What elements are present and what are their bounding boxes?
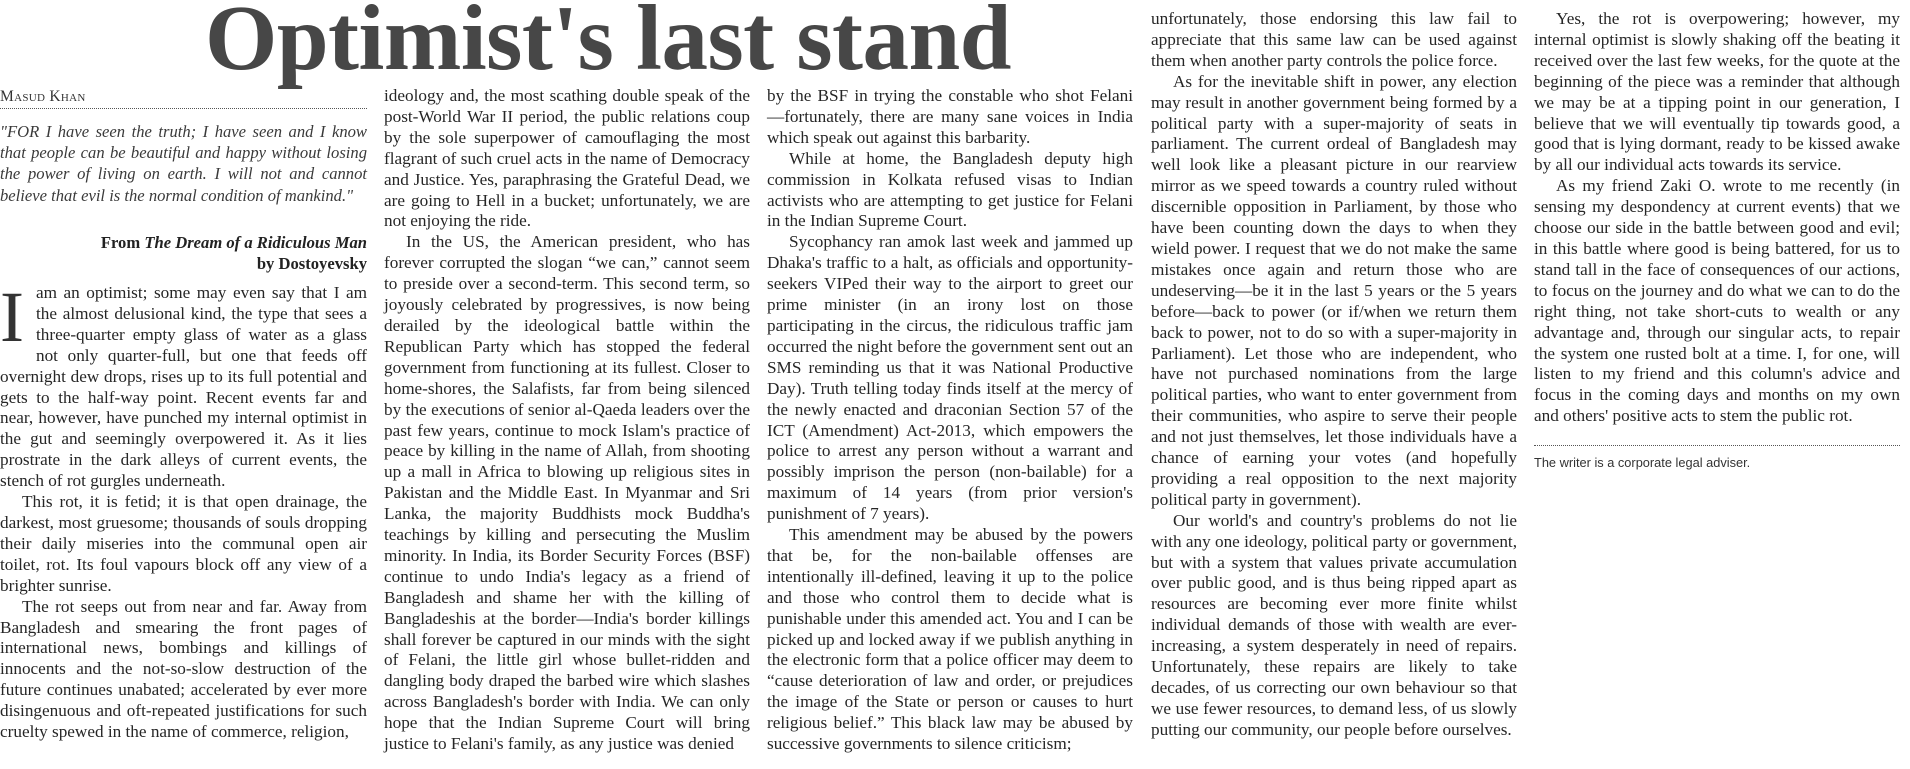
paragraph-10: Yes, the rot is overpowering; however, my internal optimist is slowly shaking off the beating it received over the last few weeks, for the quote at the beginning of the piece was a reminder that although we may be at a tipping point in our generation, I believe that we will eventually tip towards good, a good that is lying dormant, ready to be kissed awake by all our individual acts towards its service. [1534, 9, 1900, 175]
epigraph-source-title: The Dream of a Ridiculous Man [144, 233, 367, 252]
paragraph-8: As for the inevitable shift in power, any election may result in another government being formed by a political party with a super-majority of seats in parliament. The current ordeal of Bangladesh may well look like a pleasant picture in our rearview mirror as we speed towards a country ruled without discernible opposition in Parliament, by those who have been counting down the days to when they wield power. I request that we do not make the same mistakes once again and return those who are undeserving—be it in the last 5 years or the 5 years before—back to power (or if/when we return them back to power, not to do so with a super-majority in Parliament). Let those who are independent, who have not purchased nominations from the large political parties, who want to enter government from their communities, who aspire to serve their people and not just themselves, let those individuals have a chance of earning your votes (and hopefully providing a real opposition to the next majority political party in government). [1151, 71, 1517, 509]
drop-cap: I [0, 277, 24, 357]
article-column-1 [0, 277, 367, 743]
epigraph-author: by Dostoyevsky [256, 254, 367, 273]
article-column-3 [767, 86, 1133, 755]
paragraph-4-cont: by the BSF in trying the constable who shot Felani—fortunately, there are many sane voices in India which speak out against this barbarity. [767, 86, 1133, 147]
paragraph-1 [0, 277, 367, 492]
paragraph-1-text: am an optimist; some may even say that I am the almost delusional kind, the type that sees a three-quarter empty glass of water as a glass not only quarter-full, but one that feeds off overnight dew drops, rises up to its full potential and gets to the half-way point. Recent events far and near, however, have punched my internal optimist in the gut and seemingly overpowered it. As it lies prostrate in the dark alleys of current events, the stench of rot gurgles underneath. [0, 283, 367, 491]
paragraph-4: In the US, the American president, who has forever corrupted the slogan “we can,” cannot seem to preside over a second-term. This second term, so joyously celebrated by progressives, is now being derailed by the ideological battle within the Republican Party which has stopped the federal government from functioning at its fullest. Closer to home-shores, the Salafists, far from being silenced by the executions of senior al-Qaeda leaders over the past few years, continue to mock Islam's practice of peace by killing in the name of Allah, from shooting up a mall in Africa to blowing up religious sites in Pakistan and the Middle East. In Myanmar and Sri Lanka, the majority Buddhists mock Buddha's teachings by killing and persecuting the Muslim minority. In India, its Border Security Forces (BSF) continue to undo India's legacy as a friend of Bangladesh and shame her with the killing of Bangladeshis at the border—India's border killings shall forever be captured in our minds with the sight of Felani, the little girl whose bullet-ridden and dangling body draped the barbed wire which slashes across Bangladesh's border with India. We can only hope that the Indian Supreme Court will bring justice to Felani's family, as any justice was denied [384, 232, 750, 754]
paragraph-7-cont: unfortunately, those endorsing this law fail to appreciate that this same law can be used against them when another party controls the police force. [1151, 9, 1517, 70]
paragraph-6: Sycophancy ran amok last week and jammed up Dhaka's traffic to a halt, as officials and opportunity-seekers VIPed their way to the airport to greet our prime minister (in an irony lost on those participating in the circus, the ridiculous traffic jam occurred the night before the government sent out an SMS reminding us that it was National Productive Day). Truth telling today finds itself at the mercy of the newly enacted and draconian Section 57 of the ICT (Amendment) Act-2013, which empowers the police to arrest any person without a warrant and possibly imprison the person (non-bailable) for a maximum of 14 years (from prior version's punishment of 7 years). [767, 232, 1133, 524]
epigraph-source-prefix: From [100, 233, 141, 252]
author-note: The writer is a corporate legal adviser. [1534, 455, 1751, 471]
paragraph-9: Our world's and country's problems do not lie with any one ideology, political party or government, but with a system that values private accumulation over public good, and is thus being ripped apart as resources are becoming ever more finite whilst individual demands of those with wealth are ever-increasing, a system desperately in need of repairs. Unfortunately, these repairs are likely to take decades, of us correcting our own behaviour so that we use fewer resources, to demand less, of us slowly putting our community, our people before ourselves. [1151, 510, 1517, 739]
headline: Optimist's last stand [205, 0, 1011, 90]
article-column-4 [1151, 9, 1517, 741]
note-divider [1534, 445, 1900, 446]
paragraph-2: This rot, it is fetid; it is that open drainage, the darkest, most gruesome; thousands of souls dropping their daily miseries into the communal open air toilet, rot. Its foul vapours block off any view of a brighter sunrise. [0, 492, 367, 595]
paragraph-3-cont: ideology and, the most scathing double speak of the post-World War II period, the public relations coup by the sole superpower of camouflaging the most flagrant of such cruel acts in the name of Democracy and Justice. Yes, paraphrasing the Grateful Dead, we are going to Hell in a bucket; unfortunately, we are not enjoying the ride. [384, 86, 750, 231]
epigraph-quote: "FOR I have seen the truth; I have seen and I know that people can be beautiful and happy without losing the power of living on earth. I will not and cannot believe that evil is the normal condition of mankind." [0, 122, 367, 205]
article-column-2 [384, 86, 750, 755]
epigraph-source [0, 232, 367, 274]
article-column-5 [1534, 9, 1900, 474]
byline: Masud Khan [0, 88, 367, 109]
paragraph-7: This amendment may be abused by the powers that be, for the non-bailable offenses are intentionally ill-defined, leaving it up to the police and those who control them to decide what is punishable under this amended act. You and I can be picked up and locked away if we publish anything in the electronic form that a police officer may deem to “cause deterioration of law and order, or prejudices the image of the State or person or causes to hurt religious belief.” This black law may be abused by successive governments to silence criticism; [767, 525, 1133, 754]
paragraph-5: While at home, the Bangladesh deputy high commission in Kolkata refused visas to Indian activists who are attempting to get justice for Felani in the Indian Supreme Court. [767, 148, 1133, 231]
paragraph-3: The rot seeps out from near and far. Away from Bangladesh and smearing the front pages of international news, bombings and killings of innocents and the not-so-slow destruction of the future continues unabated; accelerated by ever more disingenuous and oft-repeated justifications for such cruelty spewed in the name of commerce, religion, [0, 596, 367, 742]
paragraph-11: As my friend Zaki O. wrote to me recently (in sensing my despondency at current events) that we choose our side in the battle between good and evil; in this battle where good is being battered, for us to stand tall in the face of consequences of our actions, to focus on the journey and do what we can to do the right thing, not take short-cuts to wealth or any advantage and, through our singular acts, to repair the system one rusted bolt at a time. I, for one, will listen to my friend and this column's advice and focus in the coming days and months on my own and others' positive acts to stem the public rot. [1534, 176, 1900, 426]
